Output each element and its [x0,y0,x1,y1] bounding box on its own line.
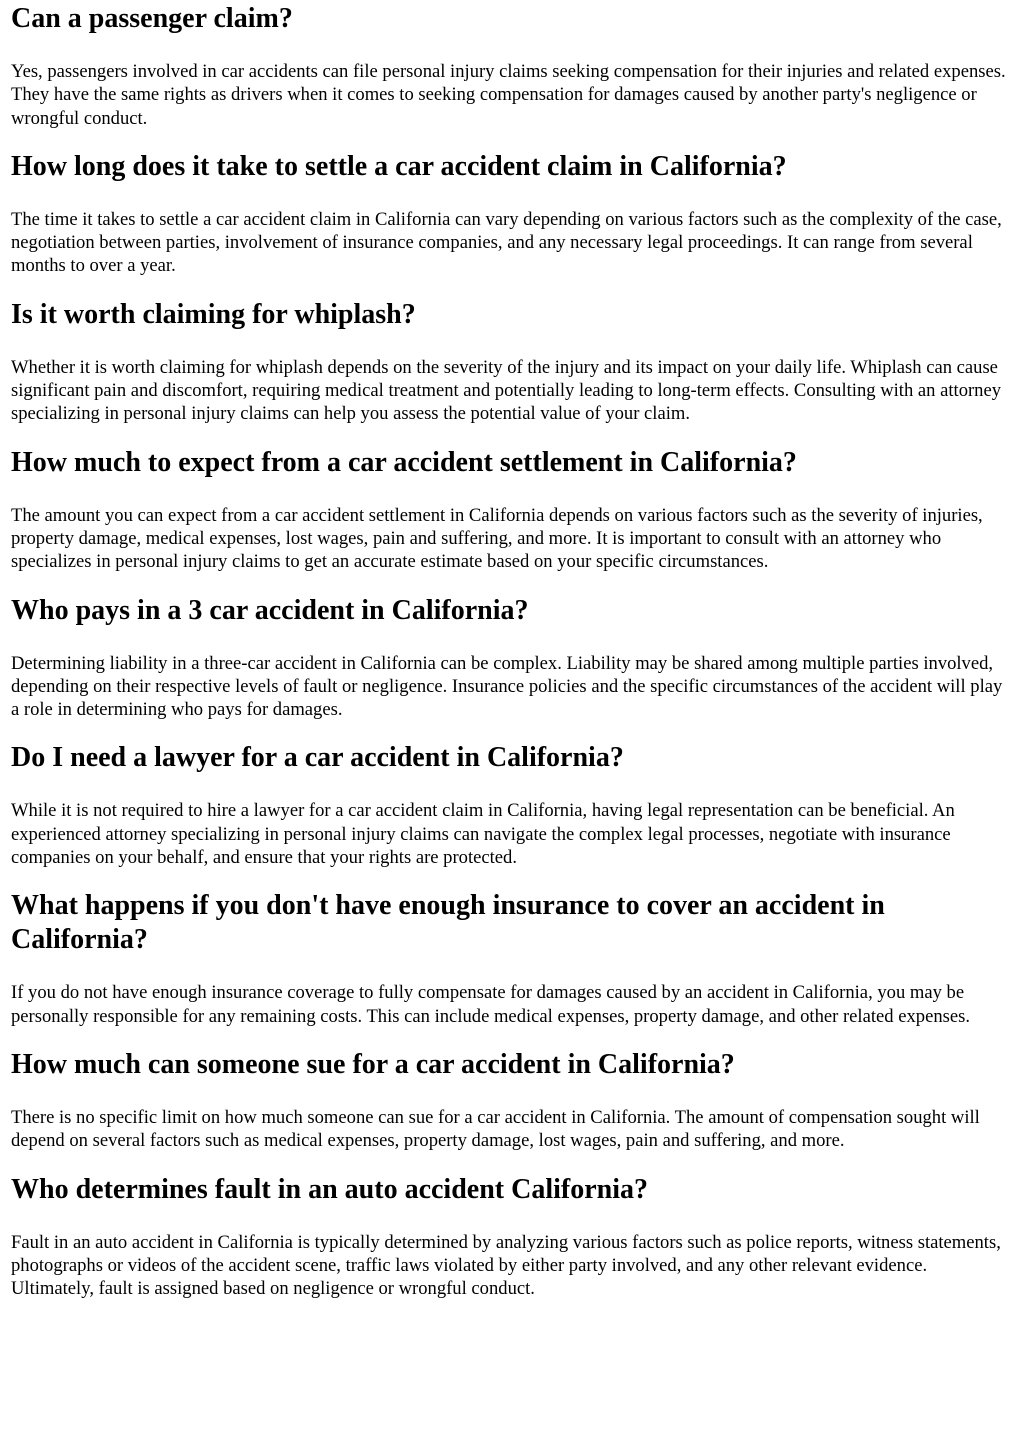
faq-item [11,1173,1013,1301]
faq-answer: Yes, passengers involved in car accidents can file personal injury claims seeking compensation for their injuries and related expenses. They have the same rights as drivers when it comes to seeking compensation for damages caused by another party's negligence or wrongful conduct. [11,61,1006,129]
faq-item [11,150,1013,278]
faq-question: Do I need a lawyer for a car accident in California? [11,742,624,774]
faq-question: Is it worth claiming for whiplash? [11,298,416,330]
faq-question: How long does it take to settle a car accident claim in California? [11,150,787,182]
faq-answer: There is no specific limit on how much someone can sue for a car accident in California. The amount of compensation sought will depend on several factors such as medical expenses, property damage, lost wages, pain and suffering, and more. [11,1106,980,1152]
faq-answer: Whether it is worth claiming for whiplash depends on the severity of the injury and its impact on your daily life. Whiplash can cause significant pain and discomfort, requiring medical treatment and potentially leading to long-term effects. Consulting with an attorney specializing in personal injury claims can help you assess the potential value of your claim. [11,356,1002,425]
faq-question: What happens if you don't have enough insurance to cover an accident in California? [11,890,885,956]
faq-item [11,741,1013,869]
faq-item [11,446,1013,574]
faq-question: Can a passenger claim? [11,3,293,34]
faq-item [11,0,1013,130]
faq-answer: The amount you can expect from a car accident settlement in California depends on various factors such as the severity of injuries, property damage, medical expenses, lost wages, pain and suffering, and more. It is important to consult with an attorney who specializes in personal injury claims to get an accurate estimate based on your specific circumstances. [11,504,983,573]
faq-answer: Determining liability in a three-car accident in California can be complex. Liability may be shared among multiple parties involved, depending on their respective levels of fault or negligence. Insurance policies and the specific circumstances of the accident will play a role in determining who pays for damages. [11,652,1003,721]
faq-item [11,889,1013,1028]
faq-question: How much can someone sue for a car accident in California? [11,1048,735,1080]
faq-item [11,1048,1013,1153]
faq-item [11,298,1013,426]
faq-answer: While it is not required to hire a lawyer for a car accident claim in California, having legal representation can be beneficial. An experienced attorney specializing in personal injury claims can navigate the complex legal processes, negotiate with insurance companies on your behalf, and ensure that your rights are protected. [11,800,955,869]
faq-question: Who pays in a 3 car accident in California? [11,594,529,626]
faq-question: Who determines fault in an auto accident California? [11,1173,648,1205]
faq-question: How much to expect from a car accident settlement in California? [11,446,797,478]
faq-item [11,594,1013,722]
faq-answer: Fault in an auto accident in California is typically determined by analyzing various factors such as police reports, witness statements, photographs or videos of the accident scene, traffic laws violated by either party involved, and any other relevant evidence. Ultimately, fault is assigned based on negligence or wrongful conduct. [11,1231,1001,1300]
faq-answer: If you do not have enough insurance coverage to fully compensate for damages caused by an accident in California, you may be personally responsible for any remaining costs. This can include medical expenses, property damage, and other related expenses. [11,982,970,1027]
faq-answer: The time it takes to settle a car accident claim in California can vary depending on various factors such as the complexity of the case, negotiation between parties, involvement of insurance companies, and any necessary legal proceedings. It can range from several months to over a year. [11,208,1002,277]
